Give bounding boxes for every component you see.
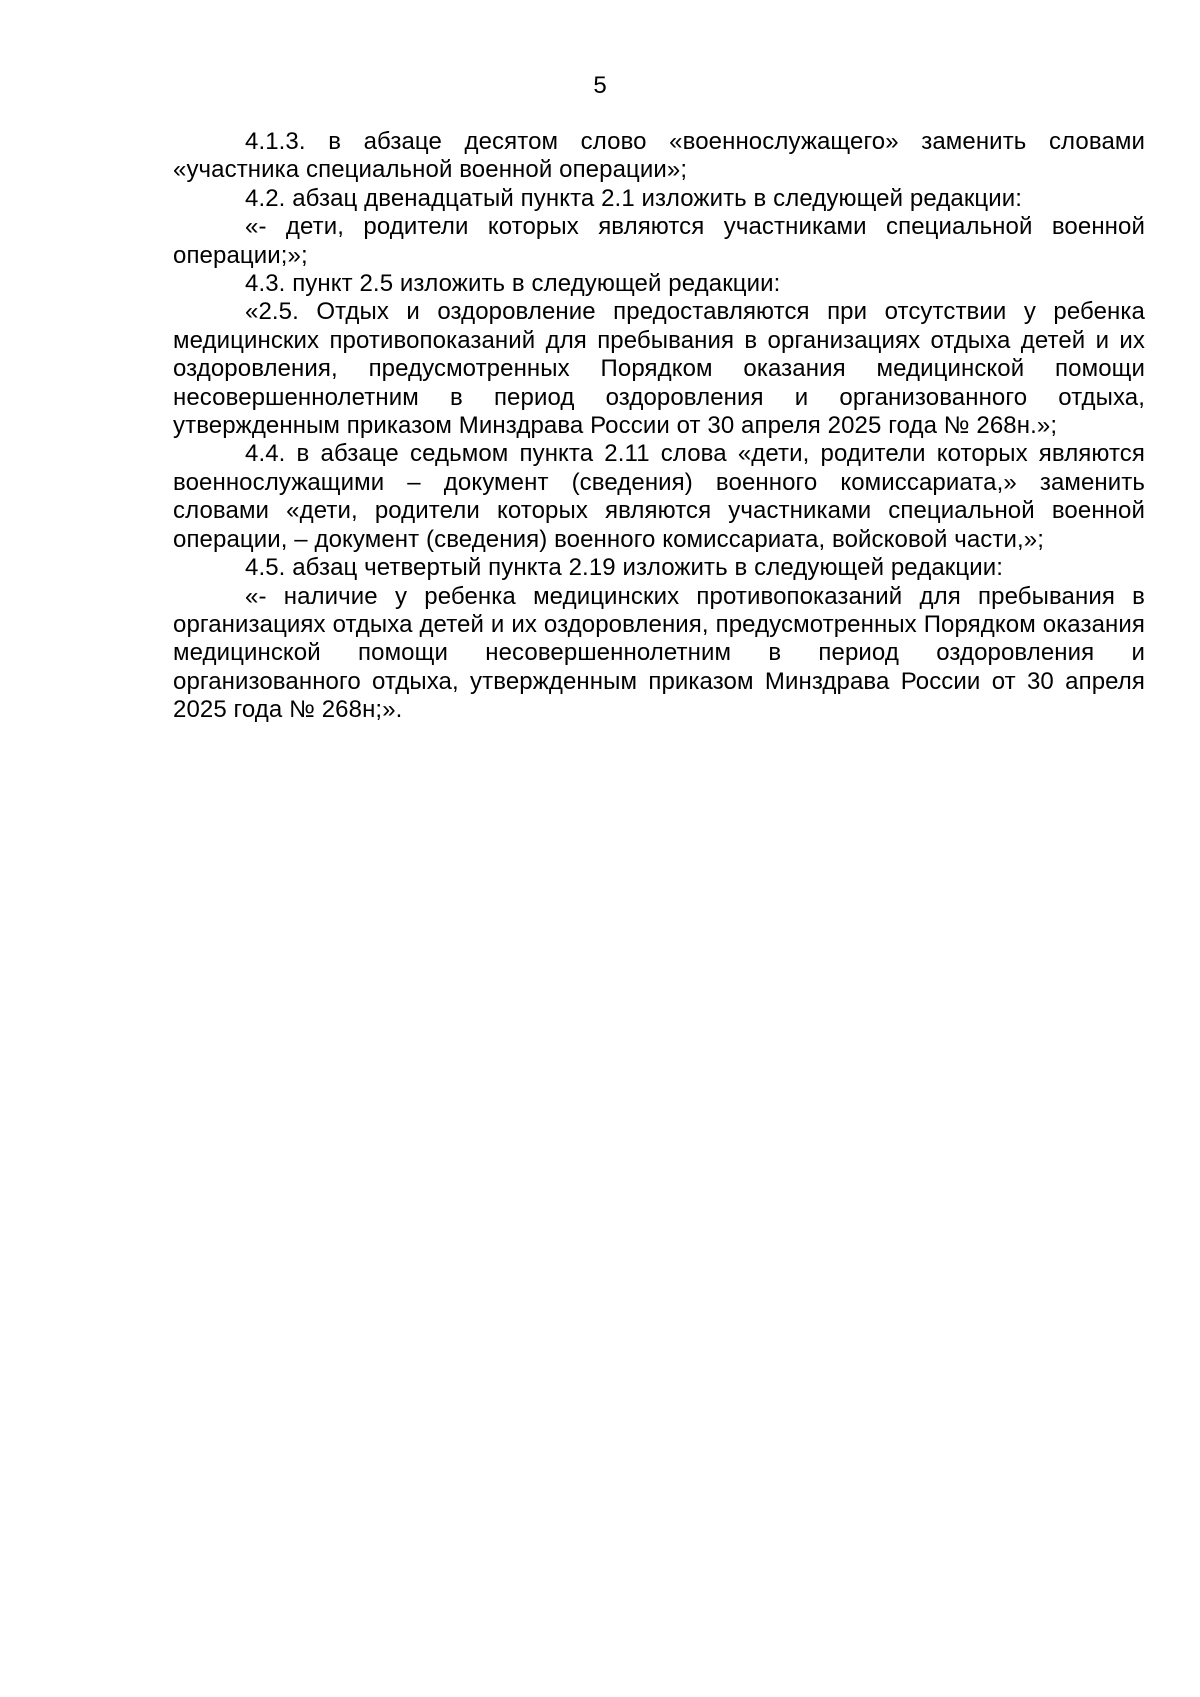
paragraph-4-2: 4.2. абзац двенадцатый пункта 2.1 изложить в следующей редакции: — [245, 184, 1023, 212]
paragraph-4-5-quote: «- наличие у ребенка медицинских противопоказаний для пребывания в организациях отдыха детей и их оздоровления, предусмотренных Порядком оказания медицинской помощи несовершеннолетним в период оздоровления и организованного отдыха, утвержденным приказом Минздрава России от 30 апреля 2025 года № 268н;». — [173, 582, 1145, 724]
paragraph-4-3-quote: «2.5. Отдых и оздоровление предоставляются при отсутствии у ребенка медицинских противопоказаний для пребывания в организациях отдыха детей и их оздоровления, предусмотренных Порядком оказания медицинской помощи несовершеннолетним в период оздоровления и организованного отдыха, утвержденным приказом Минздрава России от 30 апреля 2025 года № 268н.»; — [173, 298, 1145, 440]
paragraph-4-5: 4.5. абзац четвертый пункта 2.19 изложить в следующей редакции: — [245, 554, 1003, 582]
document-body — [173, 128, 1145, 725]
paragraph-4-4: 4.4. в абзаце седьмом пункта 2.11 слова «дети, родители которых являются военнослужащими – документ (сведения) военного комиссариата,» заменить словами «дети, родители которых являются участниками специальной военной операции, – документ (сведения) военного комиссариата, войсковой части,»; — [173, 440, 1145, 553]
paragraph-4-2-quote: «- дети, родители которых являются участниками специальной военной операции;»; — [173, 213, 1145, 269]
paragraph-4-3: 4.3. пункт 2.5 изложить в следующей редакции: — [245, 270, 781, 298]
page-number: 5 — [593, 72, 607, 99]
paragraph-4-1-3: 4.1.3. в абзаце десятом слово «военнослужащего» заменить словами «участника специальной военной операции»; — [173, 128, 1145, 184]
